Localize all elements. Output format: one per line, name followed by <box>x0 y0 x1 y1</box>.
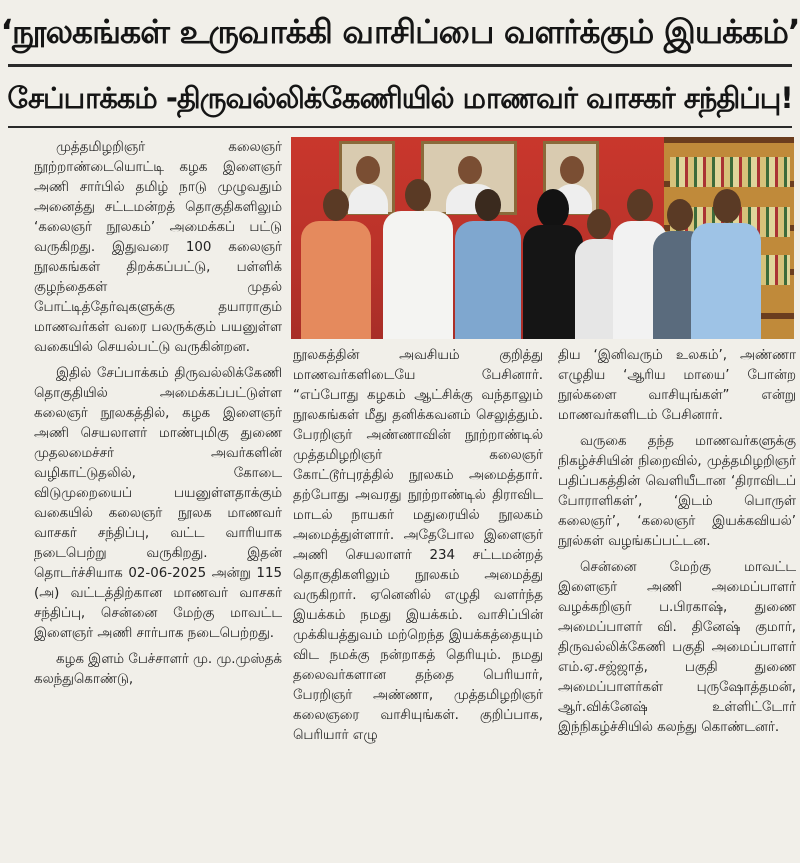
paragraph: சென்னை மேற்கு மாவட்ட இளைஞர் அணி அமைப்பாளர் வழக்கறிஞர் ப.பிரகாஷ், துணை அமைப்பாளர் வி. தினேஷ் குமார், திருவல்லிக்கேணி பகுதி அமைப்பாளர் எம்.ஏ.சஜ்ஜாத், பகுதி துணை அமைப்பாளர்கள் புருஷோத்தமன், ஆர்.விக்னேஷ் உள்ளிட்டோர் இந்நிகழ்ச்சியில் கலந்து கொண்டனர். <box>558 560 796 735</box>
article-column-2 <box>293 346 543 752</box>
headline: ‘நூலகங்கள் உருவாக்கி வாசிப்பை வளர்க்கும் இயக்கம்’ <box>0 12 800 51</box>
headline-divider <box>8 64 792 67</box>
subheadline: சேப்பாக்கம் -திருவல்லிக்கேணியில் மாணவர் வாசகர் சந்திப்பு! <box>7 81 793 115</box>
paragraph: நூலகத்தின் அவசியம் குறித்து மாணவர்களிடையே பேசினார். “எப்போது கழகம் ஆட்சிக்கு வந்தாலும் நூலகங்கள் மீது தனிக்கவனம் செலுத்தும். பேரறிஞர் அண்ணாவின் நூற்றாண்டில் முத்தமிழறிஞர் கலைஞர் கோட்டூர்புரத்தில் நூலகம் அமைத்தார். தற்போது அவரது நூற்றாண்டில் திராவிட மாடல் நாயகர் மதுரையில் நூலகம் அமைத்துள்ளார். அதேபோல இளைஞர் அணி செயலாளர் 234 சட்டமன்றத் தொகுதிகளிலும் நூலகம் அமைத்து வருகிறார். ஏனெனில் எழுதி வளர்ந்த இயக்கம் நமது இயக்கம். வாசிப்பின் முக்கியத்துவம் மற்றெந்த இயக்கத்தையும் விட நமக்கு நன்றாகத் தெரியும். நமது தலைவர்களான தந்தை பெரியார், பேரறிஞர் அண்ணா, முத்தமிழறிஞர் கலைஞரை வாசியுங்கள். குறிப்பாக, பெரியார் எழு <box>293 348 543 743</box>
paragraph: முத்தமிழறிஞர் கலைஞர் நூற்றாண்டையொட்டி கழக இளைஞர் அணி சார்பில் தமிழ் நாடு முழுவதும் அனைத்து சட்டமன்றத் தொகுதிகளிலும் ‘கலைஞர் நூலகம்’ அமைக்கப் பட்டு வருகிறது. இதுவரை 100 கலைஞர் நூலகங்கள் திறக்கப்பட்டு, பள்ளிக் குழந்தைகள் முதல் போட்டித்தேர்வுகளுக்கு தயாராகும் மாணவர்கள் வரை பலருக்கும் பயனுள்ள வகையில் செயல்பட்டு வருகின்றன. <box>34 140 282 355</box>
subheadline-divider <box>8 126 792 128</box>
paragraph: கழக இளம் பேச்சாளர் மு. மு.முஸ்தக் கலந்துகொண்டு, <box>34 652 282 687</box>
article-column-1 <box>34 138 282 696</box>
article-column-3 <box>558 346 796 744</box>
article-photo <box>291 137 794 339</box>
paragraph: இதில் சேப்பாக்கம் திருவல்லிக்கேணி தொகுதியில் அமைக்கப்பட்டுள்ள கலைஞர் நூலகத்தில், கழக இளைஞர் அணி செயலாளர் மாண்புமிகு துணை முதலமைச்சர் அவர்களின் வழிகாட்டுதலில், கோடை விடுமுறையைப் பயனுள்ளதாக்கும் வகையில் கலைஞர் நூலக மாணவர் வாசகர் சந்திப்பு, வட்ட வாரியாக நடைபெற்று வருகிறது. இதன் தொடர்ச்சியாக 02-06-2025 அன்று 115 (அ) வட்டத்திற்கான மாணவர் வாசகர் சந்திப்பு, சென்னை மேற்கு மாவட்ட இளைஞர் அணி சார்பாக நடைபெற்றது. <box>34 366 282 641</box>
paragraph: வருகை தந்த மாணவர்களுக்கு நிகழ்ச்சியின் நிறைவில், முத்தமிழறிஞர் பதிப்பகத்தின் வெளியீடான ‘திராவிடப் போராளிகள்’, ‘இடம் பொருள் கலைஞர்’, ‘கலைஞர் இயக்கவியல்’ நூல்கள் வழங்கப்பட்டன. <box>558 434 796 549</box>
paragraph: திய ‘இனிவரும் உலகம்’, அண்ணா எழுதிய ‘ஆரிய மாயை’ போன்ற நூல்களை வாசியுங்கள்” என்று மாணவர்களிடம் பேசினார். <box>558 348 796 423</box>
